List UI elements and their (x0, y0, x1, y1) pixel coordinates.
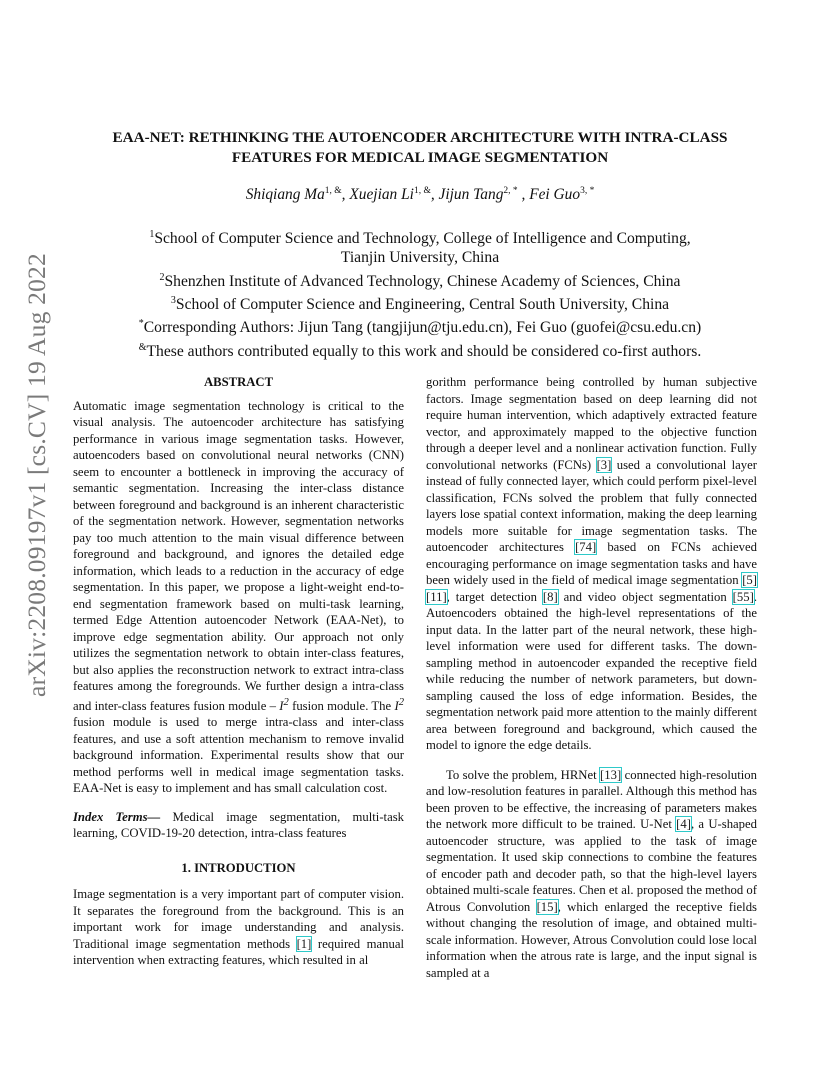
body-text: , a U-shaped autoencoder structure, was applied to the task of image segmentation. It used skip connections to combine the features of encoder path and decoder path, so that the high-level layers obtained multi-scale features. Chen et al. proposed the method of Atrous Convolution (426, 817, 757, 914)
index-terms-text: Medical image segmentation, multi-task learning, COVID-19-20 detection, intra-class features (73, 809, 404, 841)
right-column (426, 374, 757, 981)
affiliation-mark: & (138, 341, 147, 353)
paragraph-gap (426, 754, 757, 767)
citation-link[interactable]: [1] (296, 936, 312, 951)
citation-link[interactable]: [3] (596, 457, 612, 472)
equal-contribution-note (70, 338, 770, 361)
affiliation-mark: 1 (149, 229, 155, 240)
affiliation-text: Corresponding Authors: Jijun Tang (tangjijun@tju.edu.cn), Fei Guo (guofei@csu.edu.cn) (143, 319, 702, 337)
math-i2 (279, 696, 289, 713)
author-affiliation-mark: 1, & (413, 186, 431, 196)
intro-paragraph-cont (426, 374, 757, 754)
author-affiliation-mark: 1, & (324, 186, 342, 196)
affiliation-text: These authors contributed equally to this work and should be considered co-first authors. (146, 342, 702, 360)
author-affiliation-mark: 3, * (580, 186, 595, 196)
paper-title-line-2: FEATURES FOR MEDICAL IMAGE SEGMENTATION (231, 149, 609, 166)
author-affiliation-mark: 2, * (503, 186, 518, 196)
abstract-text: Automatic image segmentation technology is critical to the visual analysis. The autoencoder architecture has satisfying performance in various image segmentation tasks. However, autoencoders based on convolutional neural networks (CNN) seem to encounter a bottleneck in improving the accuracy of semantic segmentation. Increasing the inter-class distance between foreground and background is an inherent characteristic of the segmentation network. However, segmentation networks pay too much attention to the main visual difference between foreground and background, and ignores the detailed edge information, which leads to a reduction in the accuracy of edge segmentation. In this paper, we propose a light-weight end-to-end segmentation framework based on multi-task learning, termed Edge Attention autoencoder Network (EAA-Net), to improve edge segmentation ability. Our approach not only utilizes the segmentation network to obtain inter-class features, but also applies the reconstruction network to extract intra-class features among the foregrounds. We further design a intra-class and inter-class features fusion module – (73, 398, 404, 713)
abstract-text: fusion module is used to merge intra-class and inter-class features, and use a soft attention mechanism to remove invalid background information. Experimental results show that our method performs well in medical image segmentation tasks. EAA-Net is easy to implement and has small calculation cost. (73, 715, 404, 796)
affiliation-mark: * (138, 318, 144, 330)
citation-link[interactable]: [5] (742, 573, 757, 587)
citation-link[interactable]: [55] (732, 589, 754, 604)
arxiv-identifier-text: arXiv:2208.09197v1 [cs.CV] 19 Aug 2022 (22, 253, 51, 697)
body-text: To solve the problem, HRNet (446, 767, 601, 782)
affiliation-mark: 3 (170, 294, 176, 306)
author-name: Jijun Tang (438, 186, 504, 204)
citation-link[interactable]: [74] (575, 540, 597, 554)
intro-paragraph (73, 886, 404, 969)
introduction-heading: 1. INTRODUCTION (181, 860, 296, 875)
corresponding-authors (70, 314, 770, 337)
intro-paragraph-2 (426, 767, 757, 982)
body-text: gorithm performance being controlled by human subjective factors. Image segmentation based on deep learning did not require human intervention, which adaptively extracted feature vector, and approximately mapped to the objective function through a deeper level and a nonlinear activation function. Fully convolutional networks (FCNs) (426, 375, 757, 472)
math-symbol: I (394, 698, 399, 713)
index-terms (73, 809, 404, 842)
affiliation-3 (70, 291, 770, 314)
affiliation-text: School of Computer Science and Engineering, Central South University, China (175, 296, 670, 314)
body-text: Image segmentation is a very important part of computer vision. It separates the foreground from the background. This is an important work for image understanding and analysis. Traditional image segmentation methods (73, 887, 404, 951)
math-symbol: I (279, 698, 284, 713)
affiliation-1 (70, 225, 770, 248)
affiliation-text: School of Computer Science and Technology, College of Intelligence and Computing, (154, 230, 691, 248)
body-text: connected high-resolution and low-resolution features in parallel. Although this method has been proven to be effective, the increasing of parameters makes the network more difficult to be trained. U-Net (426, 767, 757, 831)
body-text: required manual intervention when extracting features, which resulted in al (73, 936, 404, 968)
affiliation-text: Shenzhen Institute of Advanced Technology, Chinese Academy of Sciences, China (164, 272, 681, 290)
affiliation-1-cont: Tianjin University, China (340, 249, 500, 267)
author-name: Shiqiang Ma (245, 186, 325, 204)
body-text: . Autoencoders obtained the high-level representations of the input data. In the latter part of the neural network, these high-level information were used for different tasks. The down-sampling method in autoencoder expanded the receptive field while reducing the number of network parameters, but down-sampling caused the loss of edge information. Besides, the segmentation network paid more attention to the mainly different area between foreground and background, which caused the model to ignore the edge details. (426, 589, 757, 752)
math-i2 (394, 696, 404, 713)
left-column (73, 374, 404, 969)
citation-link[interactable]: [4] (676, 817, 691, 831)
math-superscript: 2 (283, 696, 289, 708)
affiliation-mark: 2 (159, 271, 165, 283)
body-text: and video object segmentation (557, 589, 733, 604)
author-list: Shiqiang $Ma^{1, \&}$, Xuejian $Li^{1, \&}$, Jijun Tang$^{2, *}$ , Fei Guo$^{3, *}$ (245, 186, 595, 204)
abstract-text: fusion module. The (288, 698, 395, 713)
paper-title-line-1: EAA-NET: RETHINKING THE AUTOENCODER ARCHITECTURE WITH INTRA-CLASS (112, 129, 728, 146)
paper-title (70, 128, 770, 168)
body-text: , which enlarged the receptive fields without changing the resolution of image, and obtained multi-scale information. However, Atrous Convolution could lose local information when the atrous rate is large, and the input signal is sampled at a (426, 899, 757, 980)
author-name: Xuejian Li (349, 186, 414, 204)
affiliations (70, 225, 770, 361)
citation-link[interactable]: [13] (600, 767, 622, 782)
index-terms-label: Index Terms— (73, 809, 161, 824)
citation-link[interactable]: [8] (542, 589, 558, 604)
body-text: , target detection (446, 589, 543, 604)
author-name: Fei Guo (529, 186, 581, 204)
body-text: based on FCNs achieved encouraging performance on image segmentation tasks and have been widely used in the field of medical image segmentation (426, 540, 757, 587)
math-superscript: 2 (398, 696, 404, 708)
arxiv-identifier-sidebar (22, 253, 52, 697)
abstract-paragraph (73, 398, 404, 797)
abstract-heading: ABSTRACT (203, 375, 274, 389)
citation-link[interactable]: [11] (426, 589, 447, 604)
affiliation-2 (70, 268, 770, 291)
citation-link[interactable]: [15] (536, 899, 558, 914)
body-text: used a convolutional layer instead of fully connected layer, which could perform pixel-level classification, FCNs solved the problem that fully connected layers lose spatial context information, making the deep learning models more suitable for image segmentation tasks. The autoencoder architectures (426, 457, 757, 554)
